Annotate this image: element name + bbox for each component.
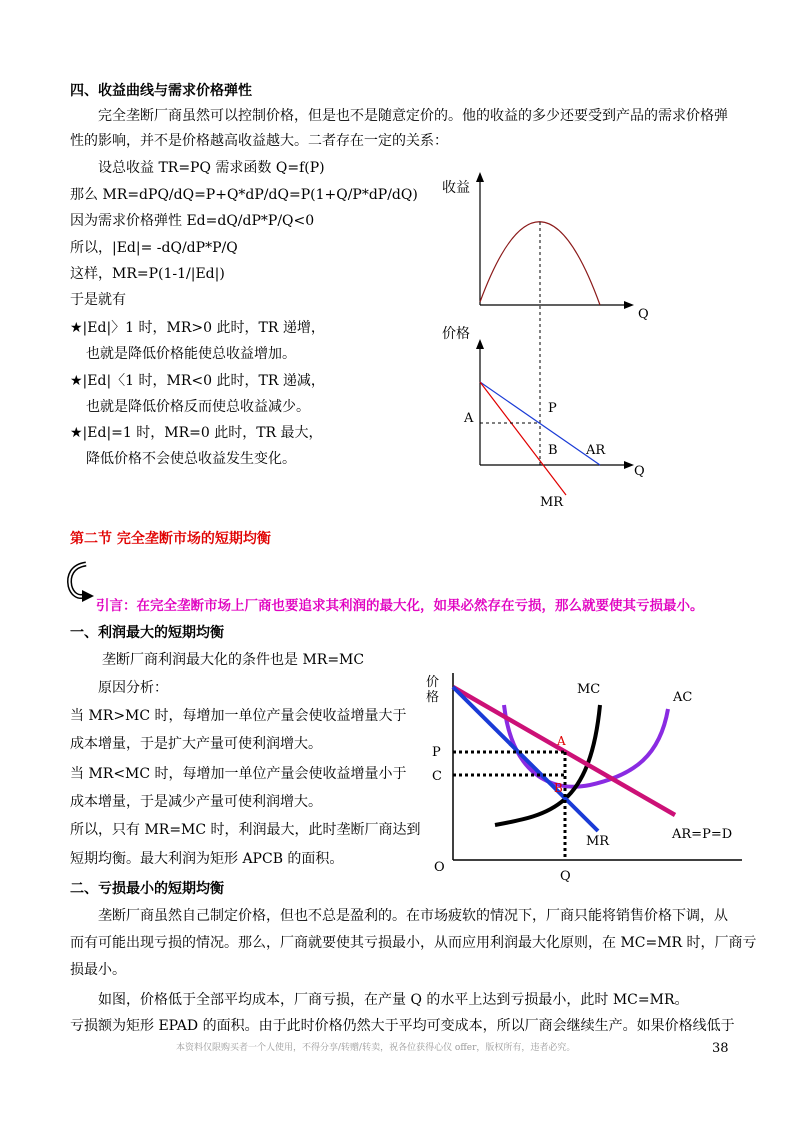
part2-para2-line2: 亏损额为矩形 EPAD 的面积。由于此时价格仍然大于平均可变成本，所以厂商会继续生产。如果价格线低于 bbox=[70, 1018, 735, 1034]
part1-line: 短期均衡。最大利润为矩形 APCB 的面积。 bbox=[70, 851, 344, 867]
part1-line: 成本增量，于是扩大产量可使利润增大。 bbox=[70, 736, 322, 752]
part1-line: 原因分析： bbox=[98, 680, 168, 696]
section2-title: 第二节 完全垄断市场的短期均衡 bbox=[70, 531, 271, 547]
c-label: C bbox=[432, 769, 442, 784]
section4-intro-line2: 性的影响，并不是价格越高收益越大。二者存在一定的关系： bbox=[70, 133, 448, 149]
q-label: Q bbox=[560, 869, 571, 884]
part1-line: 当 MR>MC 时，每增加一单位产量会使收益增量大于 bbox=[70, 708, 407, 724]
profit-max-diagram bbox=[420, 665, 750, 887]
bot-xlabel: Q bbox=[634, 464, 645, 479]
origin-label: O bbox=[434, 860, 445, 875]
part1-title: 一、利润最大的短期均衡 bbox=[70, 625, 224, 641]
part2-para1-line1: 垄断厂商虽然自己制定价格，但也不总是盈利的。在市场疲软的情况下，厂商只能将销售价格下调，从 bbox=[98, 908, 728, 924]
bot-y-arrow bbox=[476, 339, 484, 349]
top-ylabel: 收益 bbox=[442, 180, 470, 196]
formula-line: 所以，|Ed|= -dQ/dP*P/Q bbox=[70, 240, 238, 256]
mr-line bbox=[480, 382, 566, 495]
elasticity-case-note: 也就是降低价格反而使总收益减少。 bbox=[86, 399, 310, 415]
formula-line: 那么 MR=dPQ/dQ=P+Q*dP/dQ=P(1+Q/P*dP/dQ) bbox=[70, 187, 418, 203]
top-y-arrow bbox=[476, 172, 484, 182]
formula-line: 于是就有 bbox=[70, 292, 126, 308]
part1-line: 成本增量，于是减少产量可使利润增大。 bbox=[70, 794, 322, 810]
p-label: P bbox=[432, 745, 441, 760]
section4-intro-line1: 完全垄断厂商虽然可以控制价格，但是也不是随意定价的。他的收益的多少还要受到产品的需求价格弹 bbox=[98, 108, 728, 124]
elasticity-case-note: 降低价格不会使总收益发生变化。 bbox=[86, 451, 296, 467]
a-label: A bbox=[557, 734, 566, 748]
ac-label: AC bbox=[673, 690, 693, 705]
elasticity-case-note: 也就是降低价格能使总收益增加。 bbox=[86, 346, 296, 362]
part2-para2-line1: 如图，价格低于全部平均成本，厂商亏损，在产量 Q 的水平上达到亏损最小，此时 MC=MR。 bbox=[98, 992, 689, 1008]
bot-ylabel: 价格 bbox=[442, 326, 470, 342]
formula-line: 因为需求价格弹性 Ed=dQ/dP*P/Q<0 bbox=[70, 213, 315, 229]
curved-arrow-icon bbox=[64, 560, 98, 604]
mr-label: MR bbox=[586, 834, 610, 849]
point-b-label: B bbox=[548, 443, 558, 458]
ar-label: AR=P=D bbox=[672, 827, 733, 842]
ac-curve bbox=[504, 705, 668, 787]
page-number: 38 bbox=[712, 1041, 729, 1056]
elasticity-case: ★|Ed|〉1 时，MR>0 此时，TR 递增， bbox=[70, 320, 325, 336]
top-xlabel: Q bbox=[638, 307, 649, 322]
mr-label: MR bbox=[540, 495, 564, 510]
formula-line: 设总收益 TR=PQ 需求函数 Q=f(P) bbox=[98, 160, 325, 176]
elasticity-case: ★|Ed|〈1 时，MR<0 此时，TR 递减， bbox=[70, 373, 325, 389]
elasticity-case: ★|Ed|=1 时，MR=0 此时，TR 最大， bbox=[70, 425, 323, 441]
formula-line: 这样，MR=P(1-1/|Ed|) bbox=[70, 266, 225, 282]
point-p-label: P bbox=[548, 401, 557, 416]
point-a-label: A bbox=[464, 411, 474, 426]
ar-label: AR bbox=[586, 443, 606, 458]
intro-quote: 引言：在完全垄断市场上厂商也要追求其利润的最大化，如果必然存在亏损，那么就要使其亏损最小。 bbox=[96, 598, 704, 614]
ylabel-char2: 格 bbox=[426, 690, 440, 705]
part1-line: 垄断厂商利润最大化的条件也是 MR=MC bbox=[102, 652, 365, 668]
footer-note: 本资料仅限购买者一个人使用，不得分享/转赠/转卖，祝各位获得心仪 offer，版权所有，违者必究。 bbox=[176, 1043, 576, 1053]
mc-label: MC bbox=[577, 682, 601, 697]
b-label: B bbox=[554, 781, 563, 795]
revenue-elasticity-diagram bbox=[430, 170, 660, 515]
part2-para1-line3: 损最小。 bbox=[70, 962, 126, 978]
part2-para1-line2: 而有可能出现亏损的情况。那么，厂商就要使其亏损最小，从而应用利润最大化原则，在 MC=MR 时，厂商亏 bbox=[70, 935, 757, 951]
part1-line: 当 MR<MC 时，每增加一单位产量会使收益增量小于 bbox=[70, 766, 407, 782]
ylabel-char1: 价 bbox=[426, 675, 440, 690]
section4-title: 四、收益曲线与需求价格弹性 bbox=[70, 83, 252, 99]
top-x-arrow bbox=[624, 301, 634, 309]
part1-line: 所以，只有 MR=MC 时，利润最大，此时垄断厂商达到 bbox=[70, 822, 421, 838]
bot-x-arrow bbox=[624, 461, 634, 469]
part2-title: 二、亏损最小的短期均衡 bbox=[70, 881, 224, 897]
